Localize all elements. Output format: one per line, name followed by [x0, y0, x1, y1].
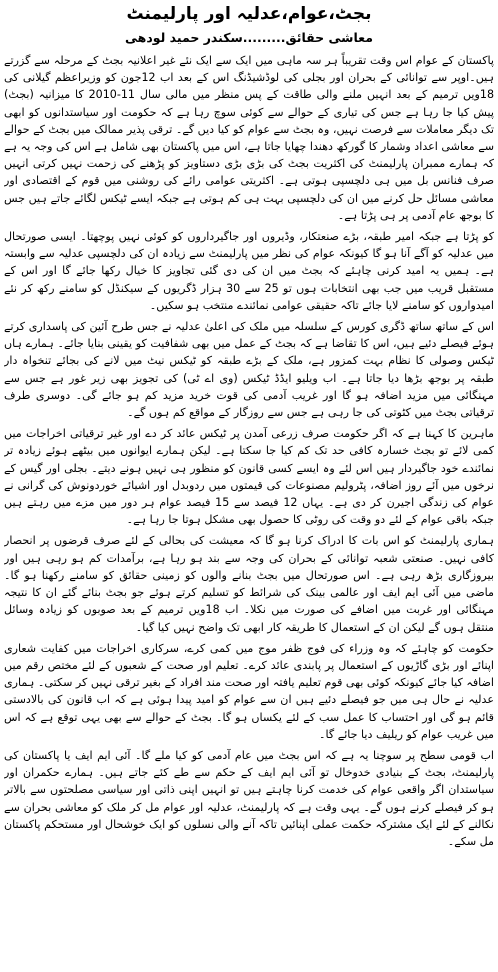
article-body	[4, 52, 494, 967]
article-paragraph: اب قومی سطح پر سوچنا یہ ہے کہ اس بجٹ میں عام آدمی کو کیا ملے گا۔ آئی ایم ایف یا پاکستان کی پارلیمنٹ، بجٹ کے بنیادی خدوخال تو آئی ایم ایف کے حکم سے طے کئے جاتے ہیں۔ ہمارے حکمران اور سیاستدان اگر واقعی عوام کی خدمت کرنا چاہتے ہیں تو انہیں اپنی ذاتی اور سیاسی مصلحتوں سے بالاتر ہو کر فیصلے کرنے ہوں گے۔ یہی وقت ہے کہ پارلیمنٹ، عدلیہ اور عوام مل کر ملک کو معاشی بحران سے نکالنے کے لئے ایک مشترکہ حکمت عملی اپنائیں تاکہ آنے والی نسلوں کو ایک خوشحال اور مستحکم پاکستان مل سکے۔	[4, 748, 494, 848]
article-paragraph: کو پڑتا ہے جبکہ امیر طبقہ، بڑے صنعتکار، وڈیروں اور جاگیرداروں کو کوئی نہیں پوچھتا۔ ایسی صورتحال میں عدلیہ کو آگے آنا ہو گا کیونکہ عوام کی نظر میں پارلیمنٹ سے زیادہ ان کی دلچسپی عدلیہ سے وابستہ ہے۔ ہمیں یہ امید کرنی چاہئے کہ بجٹ میں ان کی دی گئی تجاویز کا خیال رکھا جائے گا اور اس کے مستقبل قریب میں جب بھی انتخابات ہوں تو 25 سے 30 ہزار ڈگریوں کے سیکنڈل کو سامنے رکھ کر نئے امیدواروں کو سامنے لایا جائے تاکہ حقیقی عوامی نمائندے منتخب ہو سکیں۔	[4, 230, 494, 312]
article-paragraph: ماہرین کا کہنا ہے کہ اگر حکومت صرف زرعی آمدن پر ٹیکس عائد کر دے اور غیر ترقیاتی اخراجات میں کمی لائے تو بجٹ خسارہ کافی حد تک کم کیا جا سکتا ہے۔ لیکن ہمارے ایوانوں میں بیٹھے ہوئے زیادہ تر نمائندے خود جاگیردار ہیں اس لئے وہ ایسے کسی قانون کو منظور ہی نہیں ہونے دیتے۔ بجلی اور گیس کے نرخوں میں آئے روز اضافہ، پٹرولیم مصنوعات کی قیمتوں میں ردوبدل اور اشیائے خوردونوش کی گرانی نے عوام کی زندگی اجیرن کر دی ہے۔ یہاں 12 فیصد سے 15 فیصد عوام ہر دور میں مزے میں رہتے ہیں جبکہ باقی عوام کے لئے دو وقت کی روٹی کا حصول بھی مشکل ہوتا جا رہا ہے۔	[4, 427, 494, 527]
article-paragraph: پاکستان کے عوام اس وقت تقریباً ہر سہ ماہی میں ایک سے ایک نئے غیر اعلانیہ بجٹ کے مرحلہ سے گزرتے ہیں۔اوپر سے توانائی کے بحران اور بجلی کی لوڈشیڈنگ اس کے بعد اب 12جون کو وزیراعظم گیلانی کی 18ویں ترمیم کے بعد انہیں ملنے والی طاقت کے پس منظر میں مالی سال 11-2010 کا میزانیہ (بجٹ) پیش کیا جا رہا ہے جس کی تیاری کے حوالے سے کوئی سوچ رہا ہے کہ حکومت اور سیاستدانوں کو ابھی تک دیگر معاملات سے فرصت نہیں، وہ بجٹ سے عوام کو کیا دیں گے۔ ترقی پذیر ممالک میں بجٹ کے حوالے سے معاشی اعداد وشمار کا گورکھ دھندا چھایا جاتا ہے، اس میں پاکستان بھی شامل ہے اس کی وجہ یہ ہے کہ ہمارے ممبران پارلیمنٹ کی اکثریت بجٹ کی بڑی بڑی دستاویز کو پڑھنے کی زحمت نہیں کرتی انہیں صرف فنانس بل میں ہی دلچسپی ہوتی ہے۔ اکثریتی عوامی رائے کی روشنی میں قوم کے اقتصادی اور معاشی مسائل حل کرنے میں ان کی دلچسپی بہت ہی کم ہوتی ہے جبکہ ایسے ٹیکس لگائے جاتے ہیں جس کا بوجھ عام آدمی پر ہی پڑتا ہے۔	[4, 54, 494, 222]
article-paragraph: اس کے ساتھ ساتھ ڈگری کورس کے سلسلہ میں ملک کی اعلیٰ عدلیہ نے جس طرح آئین کی پاسداری کرتے ہوئے فیصلے دئیے ہیں، اس کا تقاضا ہے کہ بجٹ کے عمل میں بھی شفافیت کو یقینی بنایا جائے۔ ہمارے ہاں ٹیکس وصولی کا نظام بہت کمزور ہے، ملک کے بڑے طبقہ کو ٹیکس نیٹ میں لانے کی بجائے تنخواہ دار طبقہ پر بوجھ بڑھا دیا جاتا ہے۔ اب ویلیو ایڈڈ ٹیکس (وی اے ٹی) کی تجویز بھی زیر غور ہے جس سے مہنگائی میں مزید اضافہ ہو گا اور غریب آدمی کی قوت خرید مزید کم ہو جائے گی۔ دوسری طرف ترقیاتی بجٹ میں کٹوتی کی جا رہی ہے جس سے روزگار کے مواقع کم ہوں گے۔	[4, 320, 494, 420]
article-paragraph: حکومت کو چاہئے کہ وہ وزراء کی فوج ظفر موج میں کمی کرے، سرکاری اخراجات میں کفایت شعاری اپنائے اور بڑی گاڑیوں کے استعمال پر پابندی عائد کرے۔ تعلیم اور صحت کے شعبوں کے لئے مختص رقم میں اضافہ کیا جائے کیونکہ کوئی بھی قوم تعلیم یافتہ اور صحت مند افراد کے بغیر ترقی نہیں کر سکتی۔ ہماری عدلیہ نے حال ہی میں جو فیصلے دئیے ہیں ان سے عوام کو امید پیدا ہوئی ہے کہ اب قانون کی بالادستی قائم ہو گی اور احتساب کا عمل سب کے لئے یکساں ہو گا۔ بجٹ کے حوالے سے بھی یہی توقع ہے کہ اس میں غریب عوام کو ریلیف دیا جائے گا۔	[4, 641, 494, 741]
article-byline: معاشی حقائق.........سکندر حمید لودھی	[125, 30, 373, 45]
article-title: بجٹ،عوام،عدلیہ اور پارلیمنٹ	[126, 4, 372, 24]
article-paragraph: ہماری پارلیمنٹ کو اس بات کا ادراک کرنا ہو گا کہ معیشت کی بحالی کے لئے صرف قرضوں پر انحصار کافی نہیں۔ صنعتی شعبہ توانائی کے بحران کی وجہ سے بند ہو رہا ہے، برآمدات کم ہو رہی ہیں اور بیروزگاری بڑھ رہی ہے۔ اس صورتحال میں بجٹ بنانے والوں کو زمینی حقائق کو سامنے رکھنا ہو گا۔ ماضی میں آئی ایم ایف اور عالمی بینک کی شرائط کو تسلیم کرتے ہوئے جو بجٹ بنائے گئے ان کا نتیجہ مہنگائی اور غربت میں اضافے کی صورت میں نکلا۔ اب 18ویں ترمیم کے بعد صوبوں کو زیادہ وسائل منتقل ہوں گے لیکن ان کے استعمال کا طریقہ کار ابھی تک واضح نہیں کیا گیا۔	[4, 534, 494, 634]
